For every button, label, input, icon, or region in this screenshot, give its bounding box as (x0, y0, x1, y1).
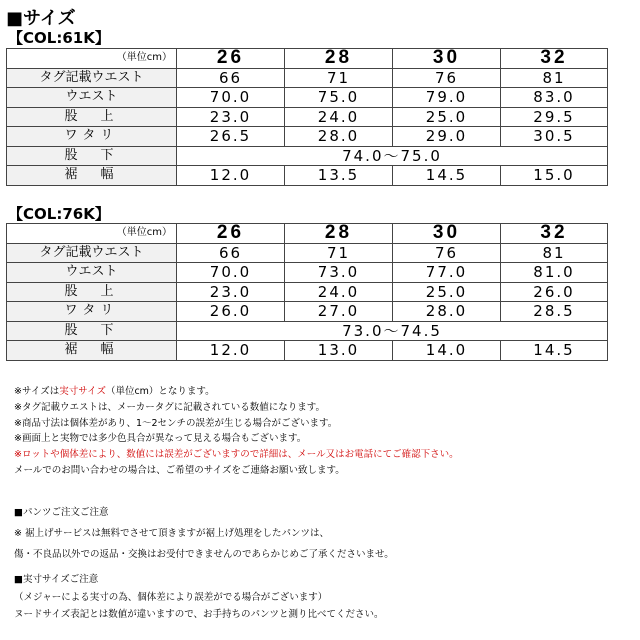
table-row (7, 341, 608, 361)
table-cell: 83.0 (501, 88, 608, 108)
table-cell: 76 (393, 68, 501, 88)
table-row (7, 243, 608, 263)
table-cell: 28.0 (285, 127, 393, 147)
table-cell: 24.0 (285, 107, 393, 127)
table-row (7, 107, 608, 127)
table-cell: 12.0 (177, 166, 285, 186)
row-label: 股 下 (7, 146, 177, 166)
actual-notes-title: ■実寸サイズご注意 (14, 574, 99, 585)
size-table-76k (6, 223, 608, 361)
row-label: 裾 幅 (7, 341, 177, 361)
table-cell: 66 (177, 243, 285, 263)
note-line: メールでのお問い合わせの場合は、ご希望のサイズをご連絡お願い致します。 (14, 464, 345, 476)
row-label: タグ記載ウエスト (7, 243, 177, 263)
size-header-row (7, 224, 608, 244)
table-cell: 23.0 (177, 282, 285, 302)
table-cell: 70.0 (177, 263, 285, 283)
row-label: 股 下 (7, 321, 177, 341)
table-row (7, 68, 608, 88)
row-label: ウエスト (7, 88, 177, 108)
table-cell: 81 (501, 68, 608, 88)
table-cell: 13.0 (285, 341, 393, 361)
size-header: 30 (393, 49, 501, 69)
table-cell: 25.0 (393, 282, 501, 302)
table-cell: 71 (285, 243, 393, 263)
pants-notes-title: ■パンツご注文ご注意 (14, 507, 109, 518)
table-row (7, 321, 608, 341)
merged-value: 73.0～74.5 (177, 321, 608, 341)
note-line: （メジャーによる実寸の為、個体差により誤差がでる場合がございます） (14, 591, 328, 603)
table-row (7, 146, 608, 166)
table-cell: 29.5 (501, 107, 608, 127)
table-cell: 26.5 (177, 127, 285, 147)
table-cell: 14.5 (393, 166, 501, 186)
table-row (7, 302, 608, 322)
actual-size-notes (14, 571, 384, 624)
table-row (7, 166, 608, 186)
row-label: 股 上 (7, 282, 177, 302)
size-header-row (7, 49, 608, 69)
row-label: ウエスト (7, 263, 177, 283)
table-cell: 26.0 (177, 302, 285, 322)
row-label: ワタリ (7, 302, 177, 322)
note-line: ※画面上と実物では多少色具合が異なって見える場合もございます。 (14, 433, 307, 445)
table-cell: 23.0 (177, 107, 285, 127)
table-row (7, 88, 608, 108)
table-cell: 75.0 (285, 88, 393, 108)
table-cell: 30.5 (501, 127, 608, 147)
note-line: ※商品寸法は個体差があり、1～2センチの誤差が生じる場合がございます。 (14, 417, 338, 429)
table-cell: 81.0 (501, 263, 608, 283)
table-cell: 13.5 (285, 166, 393, 186)
table-cell: 70.0 (177, 88, 285, 108)
color-label-61k: 【COL:61K】 (8, 29, 110, 47)
unit-label: （単位cm） (7, 49, 177, 69)
table-cell: 27.0 (285, 302, 393, 322)
table-cell: 66 (177, 68, 285, 88)
table-cell: 71 (285, 68, 393, 88)
table-cell: 29.0 (393, 127, 501, 147)
note-line: ヌードサイズ表記とは数値が違いますので、お手持ちのパンツと測り比べてください。 (14, 609, 384, 620)
size-table-61k (6, 48, 608, 186)
table-cell: 26.0 (501, 282, 608, 302)
table-cell: 81 (501, 243, 608, 263)
note-line: 傷・不良品以外での返品・交換はお受付できませんのであらかじめご了承くださいませ。 (14, 549, 394, 560)
note-text: ※サイズは (14, 386, 60, 397)
table-cell: 14.0 (393, 341, 501, 361)
table-cell: 28.0 (393, 302, 501, 322)
table-cell: 24.0 (285, 282, 393, 302)
table-row (7, 282, 608, 302)
size-header: 26 (177, 49, 285, 69)
note-line (14, 384, 459, 400)
table-cell: 25.0 (393, 107, 501, 127)
table-row (7, 263, 608, 283)
note-line: ※ 裾上げサービスは無料でさせて頂きますが裾上げ処理をしたパンツは、 (14, 528, 329, 539)
row-label: 裾 幅 (7, 166, 177, 186)
note-emphasis: 実寸サイズ (59, 386, 106, 397)
size-header: 30 (393, 224, 501, 244)
table-cell: 73.0 (285, 263, 393, 283)
row-label: タグ記載ウエスト (7, 68, 177, 88)
table-cell: 76 (393, 243, 501, 263)
unit-label: （単位cm） (7, 224, 177, 244)
size-header: 28 (285, 224, 393, 244)
note-line: ※タグ記載ウエストは、メーカータグに記載されている数値になります。 (14, 401, 326, 413)
size-header: 32 (501, 224, 608, 244)
size-header: 28 (285, 49, 393, 69)
row-label: ワタリ (7, 127, 177, 147)
table-cell: 77.0 (393, 263, 501, 283)
page-title: ■サイズ (6, 8, 76, 29)
note-warning: ※ロットや個体差により、数値には誤差がございますので詳細は、メール又はお電話にてご確認下さい。 (14, 449, 459, 461)
note-text: （単位cm）となります。 (105, 386, 215, 397)
table-cell: 15.0 (501, 166, 608, 186)
table-cell: 28.5 (501, 302, 608, 322)
table-cell: 79.0 (393, 88, 501, 108)
color-label-76k: 【COL:76K】 (8, 205, 110, 223)
size-header: 32 (501, 49, 608, 69)
pants-notes (14, 502, 394, 565)
size-notes (14, 384, 459, 479)
row-label: 股 上 (7, 107, 177, 127)
merged-value: 74.0～75.0 (177, 146, 608, 166)
table-cell: 14.5 (501, 341, 608, 361)
table-cell: 12.0 (177, 341, 285, 361)
table-row (7, 127, 608, 147)
size-header: 26 (177, 224, 285, 244)
